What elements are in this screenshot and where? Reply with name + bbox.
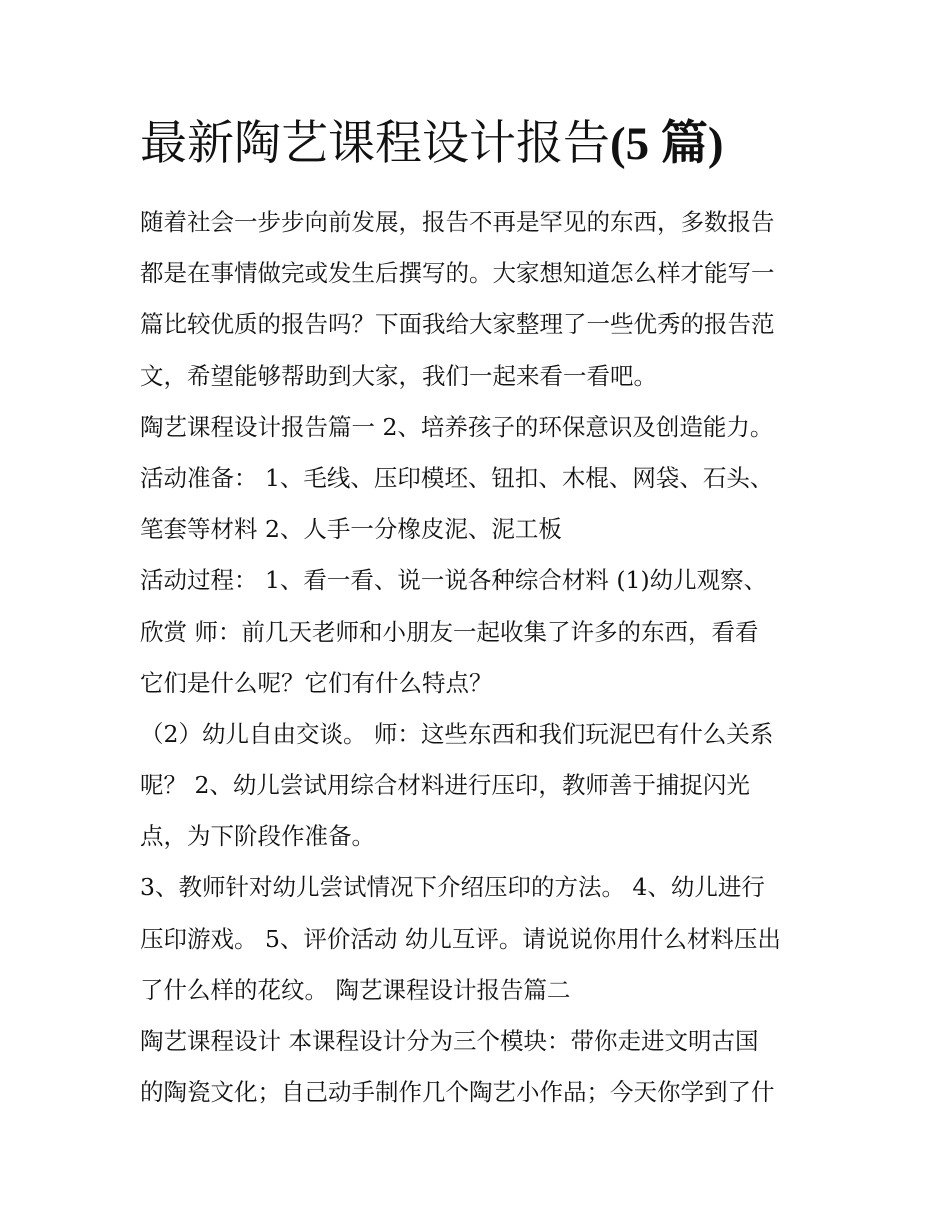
document-title-main: 最新陶艺课程设计报告 [140, 116, 610, 171]
document-body [140, 197, 825, 1118]
body-line: 的陶瓷文化；自己动手制作几个陶艺小作品；今天你学到了什 [140, 1078, 775, 1107]
body-line: 它们是什么呢？它们有什么特点？ [140, 668, 493, 697]
body-line: 文，希望能够帮助到大家，我们一起来看一看吧。 [140, 361, 657, 390]
body-line: 欣赏 师：前几天老师和小朋友一起收集了许多的东西，看看 [140, 617, 759, 646]
body-line: 呢？ 2、幼儿尝试用综合材料进行压印，教师善于捕捉闪光 [140, 771, 750, 800]
body-line: 笔套等材料 2、人手一分橡皮泥、泥工板 [140, 515, 562, 544]
body-line: 都是在事情做完或发生后撰写的。大家想知道怎么样才能写一 [140, 259, 775, 288]
body-line: 随着社会一步步向前发展，报告不再是罕见的东西，多数报告 [140, 208, 775, 236]
body-line: 陶艺课程设计 本课程设计分为三个模块：带你走进文明古国 [140, 1027, 759, 1055]
body-line: 了什么样的花纹。 陶艺课程设计报告篇二 [140, 975, 571, 1004]
body-line: 3、教师针对幼儿尝试情况下介绍压印的方法。 4、幼儿进行 [140, 873, 765, 902]
body-line: 活动过程： 1、看一看、说一说各种综合材料 (1)幼儿观察、 [140, 566, 768, 595]
body-line: （2）幼儿自由交谈。 师：这些东西和我们玩泥巴有什么关系 [140, 719, 774, 748]
document-title [140, 112, 840, 176]
body-line: 压印游戏。 5、评价活动 幼儿互评。请说说你用什么材料压出 [140, 924, 781, 953]
body-line: 篇比较优质的报告吗？下面我给大家整理了一些优秀的报告范 [140, 310, 775, 339]
document-title-suffix: (5 篇) [610, 118, 724, 170]
body-line: 陶艺课程设计报告篇一 2、培养孩子的环保意识及创造能力。 [140, 412, 774, 441]
body-line: 点，为下阶段作准备。 [140, 822, 375, 851]
body-line: 活动准备： 1、毛线、压印模坯、钮扣、木棍、网袋、石头、 [140, 463, 774, 492]
